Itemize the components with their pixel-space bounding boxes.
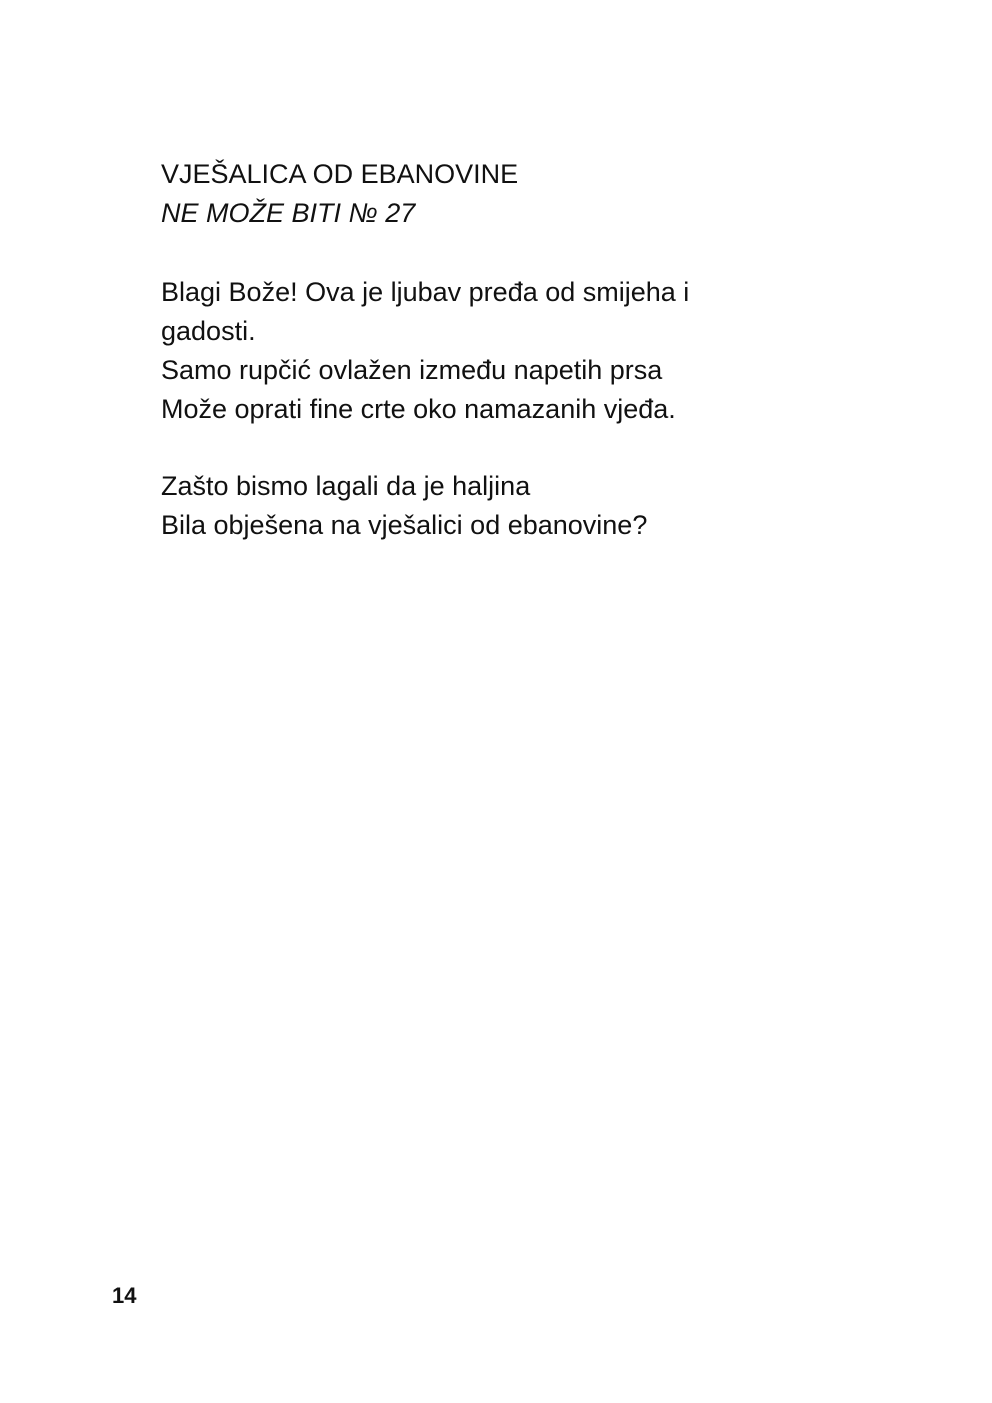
stanza-2 (161, 467, 801, 545)
poem-subtitle: NE MOŽE BITI № 27 (161, 198, 416, 228)
poem-line: Bila obješena na vješalici od ebanovine? (161, 510, 648, 540)
poem-title: VJEŠALICA OD EBANOVINE (161, 159, 519, 189)
poem-line: Samo rupčić ovlažen između napetih prsa (161, 355, 663, 385)
poem-line: gadosti. (161, 316, 256, 346)
poem-line: Zašto bismo lagali da je haljina (161, 471, 531, 501)
poem-line: Blagi Bože! Ova je ljubav pređa od smijeha i (161, 277, 690, 307)
stanza-1 (161, 273, 801, 429)
poem (161, 155, 801, 545)
page-number: 14 (112, 1283, 137, 1308)
poem-line: Može oprati fine crte oko namazanih vjeđa. (161, 394, 676, 424)
